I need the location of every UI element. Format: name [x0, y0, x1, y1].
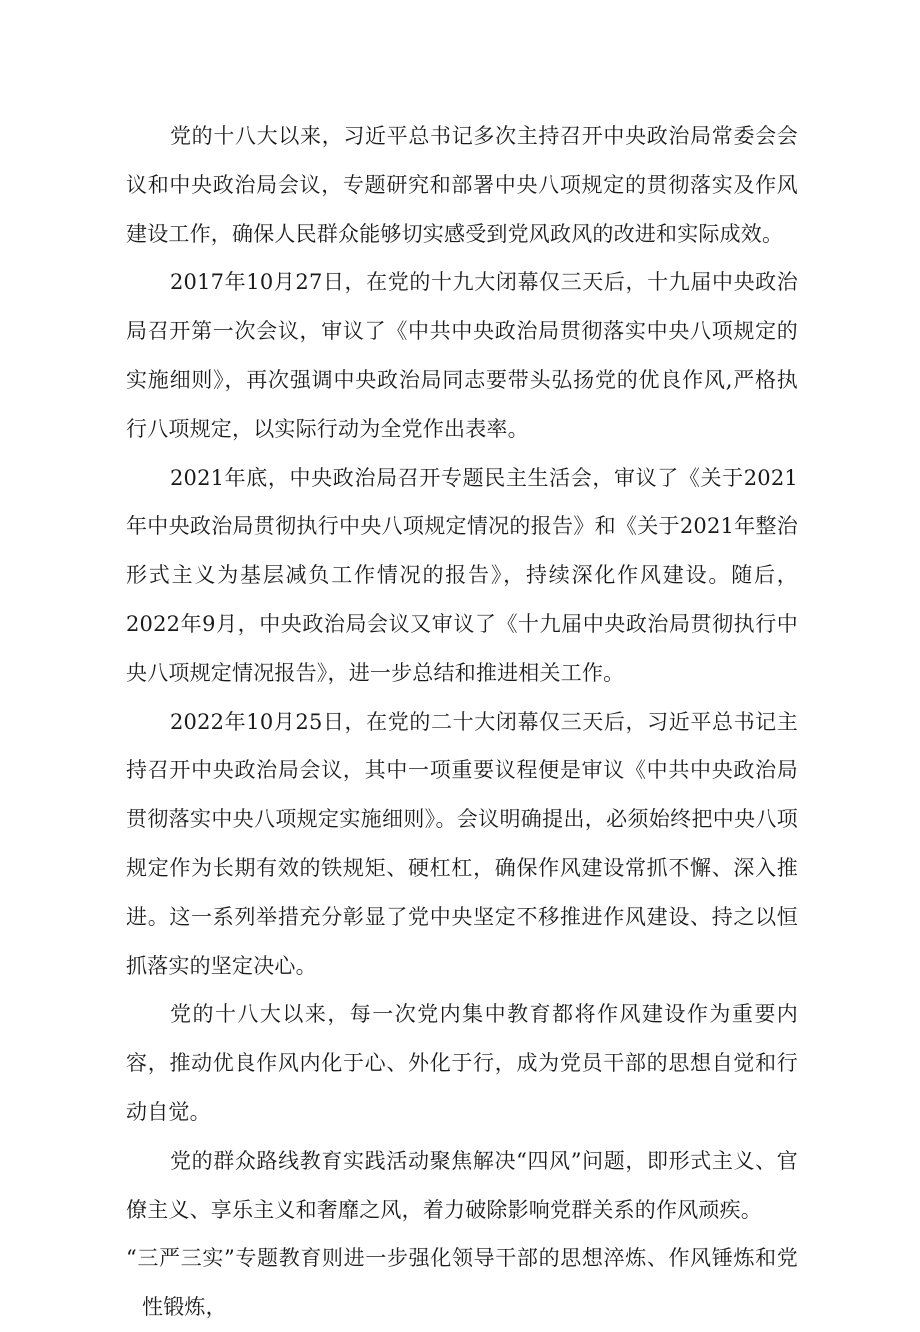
paragraph-6: 党的群众路线教育实践活动聚焦解决“四风”问题，即形式主义、官僚主义、享乐主义和奢靡之风，着力破除影响党群关系的作风顽疾。 — [126, 1148, 798, 1222]
paragraph-3: 2021年底，中央政治局召开专题民主生活会，审议了《关于2021年中央政治局贯彻执行中央八项规定情况的报告》和《关于2021年整治形式主义为基层减负工作情况的报告》，持续深化作风建设。随后，2022年9月，中央政治局会议又审议了《十九届中央政治局贯彻执行中央八项规定情况报告》，进一步总结和推进相关工作。 — [126, 465, 798, 685]
paragraph-7: “三严三实”专题教育则进一步强化领导干部的思想淬炼、作风锤炼和党性锻炼， — [126, 1246, 798, 1320]
paragraph-4: 2022年10月25日，在党的二十大闭幕仅三天后，习近平总书记主持召开中央政治局会议，其中一项重要议程便是审议《中共中央政治局贯彻落实中央八项规定实施细则》。会议明确提出，必须始终把中央八项规定作为长期有效的铁规矩、硬杠杠，确保作风建设常抓不懈、深入推进。这一系列举措充分彰显了党中央坚定不移推进作风建设、持之以恒抓落实的坚定决心。 — [126, 709, 798, 978]
paragraph-1: 党的十八大以来，习近平总书记多次主持召开中央政治局常委会会议和中央政治局会议，专题研究和部署中央八项规定的贯彻落实及作风建设工作，确保人民群众能够切实感受到党风政风的改进和实际成效。 — [126, 124, 798, 246]
paragraph-2: 2017年10月27日，在党的十九大闭幕仅三天后，十九届中央政治局召开第一次会议，审议了《中共中央政治局贯彻落实中央八项规定的实施细则》，再次强调中央政治局同志要带头弘扬党的优良作风,严格执行八项规定，以实际行动为全党作出表率。 — [126, 270, 798, 441]
document-body — [126, 112, 798, 1332]
paragraph-5: 党的十八大以来，每一次党内集中教育都将作风建设作为重要内容，推动优良作风内化于心、外化于行，成为党员干部的思想自觉和行动自觉。 — [126, 1002, 798, 1124]
